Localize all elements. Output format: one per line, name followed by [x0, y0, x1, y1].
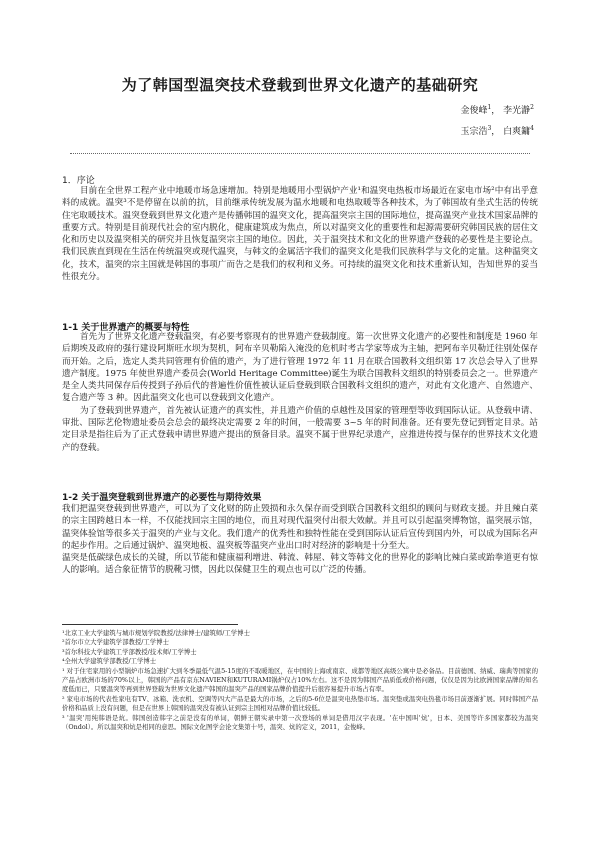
footnote: ²首尔市立大学建筑学部教授/工学博士	[62, 638, 169, 647]
body-paragraph: 首先为了世界文化遗产登载温突，有必要考察现有的世界遗产登载制度。第一次世界文化遗产的必要性和制度是 1960 年后期埃及政府的强行建设阿斯旺水坝为契机，阿布辛贝勒陷入淹没的危机时考古学家等成为主轴，把阿布辛贝勒迁往别处保存而开始。之后，选定人类共同管理有价值的遗产，为了进行管理 1972 年 11 月在联合国教科文组织第 17 次总会导入了世界遗产制度。1975 年使世界遗产委员会(World Heritage Committee)诞生为联合国教科文组织的特别委员会之一。世界遗产是全人类共同保存后传授到子孙后代的普遍性价值性被认证后登载到联合国教科文组织的遗产，对此有文化遗产、自然遗产、复合遗产等 3 种。因此温突文化也可以登载到文化遗产。	[62, 332, 538, 404]
footnote: ² 家电市场的代表性家电有TV、冰箱、洗衣机、空调等四大产品是最大的市场，之后的5-6位是温突电热垫市场。温突垫或温突电热毯市场目前逐渐扩展。同时韩国产品价格和品质上没有问题，但是在世界上韩国的温突没有被认证到宗主国相对品牌价值比较低。	[62, 694, 538, 713]
body-paragraph: 目前在全世界工程产业中地暖市场急速增加。特别是地暖用小型锅炉产业¹和温突电热板市场最近在家电市场²中有出乎意料的成就。温突³不是停留在以前的抗，目前继承传统发展为温水地暖和电热取暖等各种技术，为了韩国故有坐式生活的传统住宅取暖技术。温突登载到世界文化遗产是传播韩国的温突文化，提高温突宗主国的国际地位，提高温突产业技术国家品牌的重要方式。特别是目前现代社会的室内脱化，健康建筑成为焦点，所以对温突文化的重要性和起源需要研究韩国民族的居住文化和历史以及温突相关的研究并且恢复温突宗主国的地位。因此，关于温突技术和文化的世界遗产登载的必要性是主要论点。我们民族直到现在生活在传统温突或现代温突，与韩文的金属活字我们的温突文化是我们民族科学与文化的定量。这种温突文化，技术，温突的宗主国就是韩国的事项广而告之是我们的权利和义务。可持续的温突文化和技术重新认知，告知世界的妥当性很充分。	[62, 186, 538, 283]
author-affiliation-mark: 1	[487, 104, 492, 111]
footnotes	[62, 629, 538, 732]
body-paragraph: 为了登载到世界遗产，首先被认证遗产的真实性，并且遗产价值的卓越性及国家的管理型等收到国际认证。从登载申请、审批、国际艺伦物遗址委员会总会的最终决定需要 2 年的时间，一般需要 3~5 年的时间准备。还有要先登记到暂定目录。站定目录是指往后为了正式登载申请世界遗产提出的预备目录。温突不属于世界纪录遗产，应推进传授与保存的世界技术文化遗产的登载。	[62, 405, 538, 453]
footnote: ³ '温突'用纯韩语是炕。韩国创造韩字之前是没有的单词，朝鲜王朝实录中第一次登场的单词是借用汉字表现。'在中国叫'炕'，日本、美国等许多国家都较为温突（Ondol）。所以温突和炕是相同的意思。国际文化图学会论文集第十号，温突、炕的定义，2011，金俊峰。	[62, 713, 538, 732]
author-name: 金俊峰	[460, 106, 488, 116]
body-paragraph: 温突是低碳绿色成长的关键，所以节能和健康福利增进、韩流、韩屋、韩文等韩文化的世界化的影响比辣白菜或跆拳道更有惊人的影响。适合象征情节的脱靴习惯，因此以保健卫生的观点也可以广泛的传播。	[62, 553, 538, 576]
author-affiliation-mark: 3	[487, 125, 492, 132]
author-name: 李光瀞	[503, 106, 531, 116]
subsection-heading: 1-2 关于温突登载到世界遗产的必要性与期待效果	[62, 493, 262, 503]
subsection-body	[62, 503, 538, 577]
section-heading: 1．序论	[62, 176, 95, 186]
paper-title: 为了韩国型温突技术登载到世界文化遗产的基础研究	[121, 76, 479, 94]
author-name: 玉宗浩	[460, 127, 488, 137]
author-line-1: 金俊峰$^1$， 李光瀞$^2$	[460, 104, 534, 116]
footnote: ¹ 对于住宅家用的小型锅炉市场急速扩大到冬季最低气温5-15度的不取暖地区，在中国的上海或南京、成都等地区高级公寓中是必备品。目前德国、纳威、瑞典等国家的产品占欧洲市场的70%以上，韩国的产品有京东NAVIEN和KUTURAMI锅炉仅占10%左右。这不是因为韩国产品质低或价格问题，仅仅是因为比欧洲国家品牌的知名度低而已，只要温突等再到世界登载为世界文化遗产韩国的温突产品的国家品牌价值提升后很容易提升市场占有率。	[62, 666, 538, 694]
author-name: 白爽鏞	[503, 127, 531, 137]
subsection-body	[62, 331, 538, 454]
body-paragraph: 我们把温突登载到世界遗产，可以为了文化财的防止毁损和永久保存而受到联合国教科文组织的顾问与财政支援。并且辣白菜的宗主国跨越日本一样，不仅能找回宗主国的地位，而且对现代温突付出很大效献。并且可以引起温突博物馆，温突展示馆，温突体验馆等很多关于温突的产业与文化。我们遗产的优秀性和独特性能在受到国际认证后宣传到国内外，可以成为国际名声的起步作用。之后通过锅炉、温突地板、温突板等温突产业出口时对经济的影响是十分至大。	[62, 504, 538, 551]
section-body	[62, 185, 538, 283]
footnote: ¹北京工业大学建筑与城市规划学院教授/法律博士/建筑师/工学博士	[62, 629, 250, 637]
author-affiliation-mark: 2	[530, 104, 534, 111]
footnote: ³首尔科技大学建筑工学部教授/技术师/工学博士	[62, 647, 197, 656]
footnote-rule	[62, 624, 238, 625]
subsection-heading: 1-1 关于世界遗产的概要与特性	[62, 323, 190, 333]
footnote: ⁴全州大学建筑学部教授/工学博士	[62, 657, 157, 666]
dotted-divider	[70, 153, 530, 154]
author-affiliation-mark: 4	[530, 125, 534, 132]
author-line-2: 玉宗浩$^3$， 白爽鏞$^4$	[460, 125, 534, 137]
